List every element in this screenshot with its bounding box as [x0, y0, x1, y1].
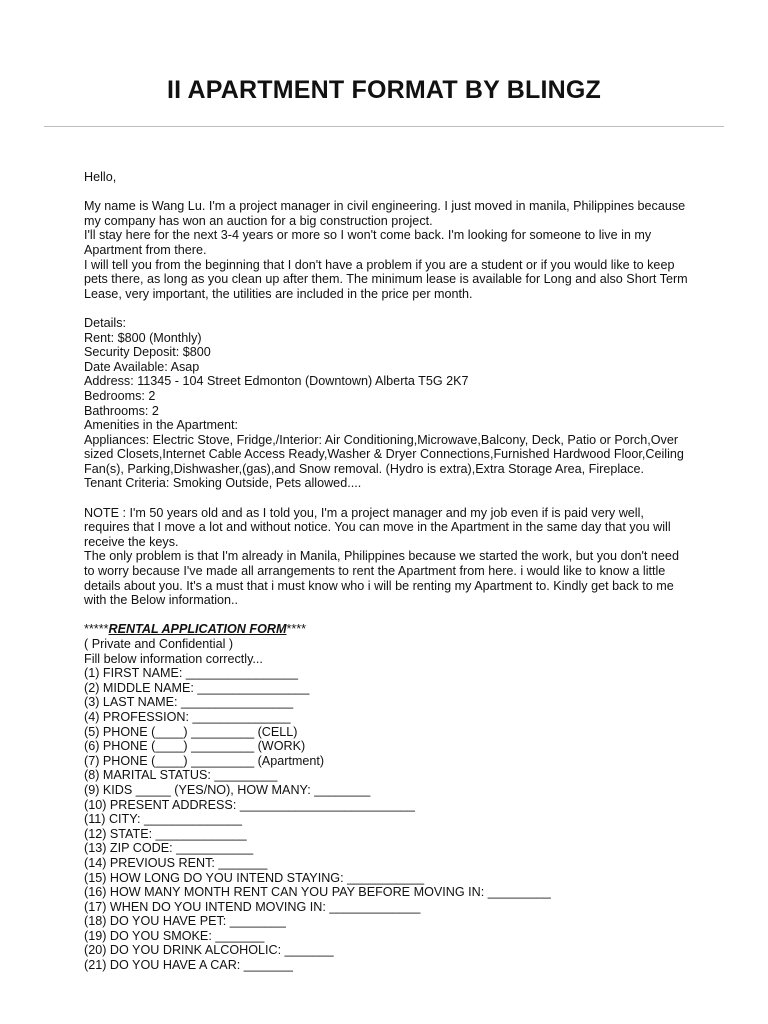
- intro-paragraph: I will tell you from the beginning that I don't have a problem if you are a student or if you would like to keep pets there, as long as you clean up after them. The minimum lease is available for Long and also Short Term Lease, very important, the utilities are included in the price per month.: [84, 257, 688, 301]
- intro-paragraph: My name is Wang Lu. I'm a project manager in civil engineering. I just moved in manila, Philippines because my company has won an auction for a big construction project.: [84, 199, 686, 228]
- detail-amenities-heading: Amenities in the Apartment:: [84, 418, 239, 433]
- spacer: [84, 301, 689, 316]
- note-paragraph: The only problem is that I'm already in Manila, Philippines because we started the work, but you don't need to worry because I've made all arrangements to rent the Apartment from here. i would like to know a little details about you. It's a must that i must know who i will be renting my Apartment to. Kindly get back to me with the Below information..: [84, 549, 679, 608]
- form-field: (10) PRESENT ADDRESS: _________________________: [84, 797, 415, 812]
- form-field: (18) DO YOU HAVE PET: ________: [84, 914, 286, 929]
- detail-rent: Rent: $800 (Monthly): [84, 330, 202, 345]
- detail-bathrooms: Bathrooms: 2: [84, 403, 159, 418]
- form-field: (12) STATE: _____________: [84, 826, 247, 841]
- spacer: [84, 491, 689, 506]
- form-field: (15) HOW LONG DO YOU INTEND STAYING: ___________: [84, 870, 425, 885]
- form-field: (13) ZIP CODE: ___________: [84, 841, 254, 856]
- form-field: (21) DO YOU HAVE A CAR: _______: [84, 958, 293, 973]
- detail-security-deposit: Security Deposit: $800: [84, 345, 211, 360]
- form-field: (1) FIRST NAME: ________________: [84, 666, 298, 681]
- title-divider: [44, 126, 724, 127]
- form-field: (8) MARITAL STATUS: _________: [84, 768, 278, 783]
- form-heading-prefix: *****: [84, 622, 109, 637]
- form-field: (4) PROFESSION: ______________: [84, 709, 291, 724]
- form-field: (9) KIDS _____ (YES/NO), HOW MANY: ________: [84, 782, 371, 797]
- form-field: (11) CITY: ______________: [84, 812, 243, 827]
- form-field: (3) LAST NAME: ________________: [84, 695, 294, 710]
- form-field: (14) PREVIOUS RENT: _______: [84, 855, 268, 870]
- detail-date-available: Date Available: Asap: [84, 359, 200, 374]
- form-field: (5) PHONE (____) _________ (CELL): [84, 724, 298, 739]
- form-field: (6) PHONE (____) _________ (WORK): [84, 739, 306, 754]
- details-heading: Details:: [84, 315, 126, 330]
- form-field: (17) WHEN DO YOU INTEND MOVING IN: _____________: [84, 899, 421, 914]
- form-field: (16) HOW MANY MONTH RENT CAN YOU PAY BEFORE MOVING IN: _________: [84, 885, 551, 900]
- form-field: (2) MIDDLE NAME: ________________: [84, 680, 310, 695]
- form-subtitle: ( Private and Confidential ): [84, 637, 234, 651]
- detail-bedrooms: Bedrooms: 2: [84, 388, 156, 403]
- note-paragraph: NOTE : I'm 50 years old and as I told you, I'm a project manager and my job even if is paid very well, requires that I move a lot and without notice. You can move in the Apartment in the same day that you will receive the keys.: [84, 505, 671, 549]
- detail-appliances: Appliances: Electric Stove, Fridge,/Interior: Air Conditioning,Microwave,Balcony, Deck, Patio or Porch,Over sized Closets,Internet Cable Access Ready,Washer & Dryer Connections,Furnished Hardwood Floor,Ceiling Fan(s), Parking,Dishwasher,(gas),and Snow removal. (Hydro is extra),Extra Storage Area, Fireplace.: [84, 432, 684, 476]
- document-body: [84, 170, 689, 973]
- form-field: (7) PHONE (____) _________ (Apartment): [84, 753, 325, 768]
- form-field: (20) DO YOU DRINK ALCOHOLIC: _______: [84, 943, 334, 958]
- spacer: [84, 608, 689, 623]
- detail-address: Address: 11345 - 104 Street Edmonton (Downtown) Alberta T5G 2K7: [84, 374, 469, 389]
- form-heading-title: RENTAL APPLICATION FORM: [108, 622, 287, 637]
- intro-paragraph: I'll stay here for the next 3-4 years or more so I won't come back. I'm looking for someone to live in my Apartment from there.: [84, 228, 652, 257]
- spacer: [84, 185, 689, 200]
- detail-tenant-criteria: Tenant Criteria: Smoking Outside, Pets allowed....: [84, 476, 362, 491]
- document-title: II APARTMENT FORMAT BY BLINGZ: [166, 76, 601, 104]
- form-field: (19) DO YOU SMOKE: _______: [84, 928, 265, 943]
- greeting: Hello,: [84, 170, 117, 184]
- form-heading-suffix: ****: [286, 622, 307, 637]
- form-heading: [84, 622, 689, 637]
- form-instruction: Fill below information correctly...: [84, 651, 263, 666]
